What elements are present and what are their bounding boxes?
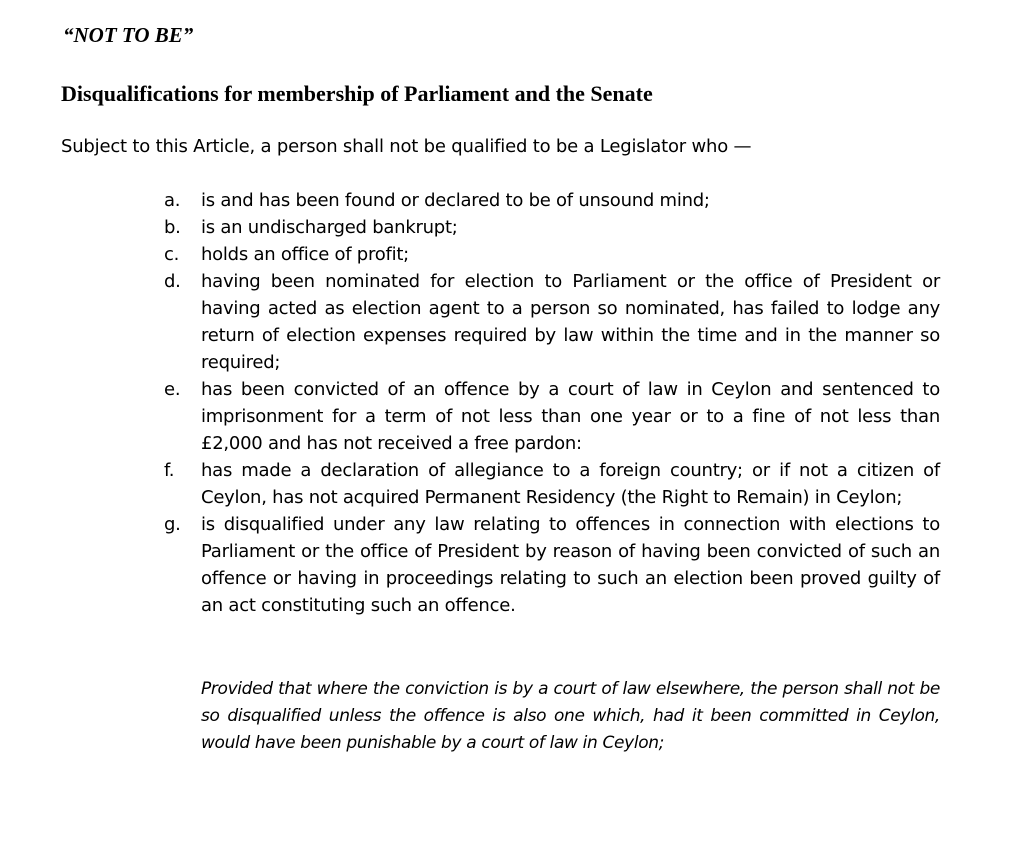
clause-text: is and has been found or declared to be of unsound mind; — [201, 190, 710, 211]
section-title: Disqualifications for membership of Parliament and the Senate — [61, 81, 653, 106]
clause-marker: d. — [164, 271, 181, 292]
clause-text: is disqualified under any law relating to offences in connection with elections to Parliament or the office of President by reason of having been convicted of such an offence or having in proceedings relating to such an election been proved guilty of an act constituting such an offence. — [201, 514, 940, 616]
clause-list — [164, 187, 940, 619]
clause-marker: a. — [164, 190, 181, 211]
clause-text: has made a declaration of allegiance to a foreign country; or if not a citizen of Ceylon, has not acquired Permanent Residency (the Right to Remain) in Ceylon; — [201, 460, 940, 508]
intro-paragraph: Subject to this Article, a person shall not be qualified to be a Legislator who — — [61, 136, 752, 157]
clause-marker: f. — [164, 460, 175, 481]
clause-marker: b. — [164, 217, 181, 238]
heading-quote: “NOT TO BE” — [63, 23, 194, 47]
clause-item — [164, 241, 940, 268]
proviso-paragraph: Provided that where the conviction is by a court of law elsewhere, the person shall not be so disqualified unless the offence is also one which, had it been committed in Ceylon, would have been punishable by a court of law in Ceylon; — [201, 679, 940, 753]
clause-item — [164, 376, 940, 457]
clause-item — [164, 268, 940, 376]
clause-item — [164, 214, 940, 241]
clause-item — [164, 187, 940, 214]
clause-text: having been nominated for election to Parliament or the office of President or having acted as election agent to a person so nominated, has failed to lodge any return of election expenses required by law within the time and in the manner so required; — [201, 271, 940, 373]
clause-text: holds an office of profit; — [201, 244, 409, 265]
clause-marker: g. — [164, 514, 181, 535]
clause-item — [164, 457, 940, 511]
clause-marker: c. — [164, 244, 180, 265]
clause-item — [164, 511, 940, 619]
clause-text: has been convicted of an offence by a court of law in Ceylon and sentenced to imprisonment for a term of not less than one year or to a fine of not less than £2,000 and has not received a free pardon: — [201, 379, 940, 454]
clause-text: is an undischarged bankrupt; — [201, 217, 458, 238]
clause-marker: e. — [164, 379, 181, 400]
